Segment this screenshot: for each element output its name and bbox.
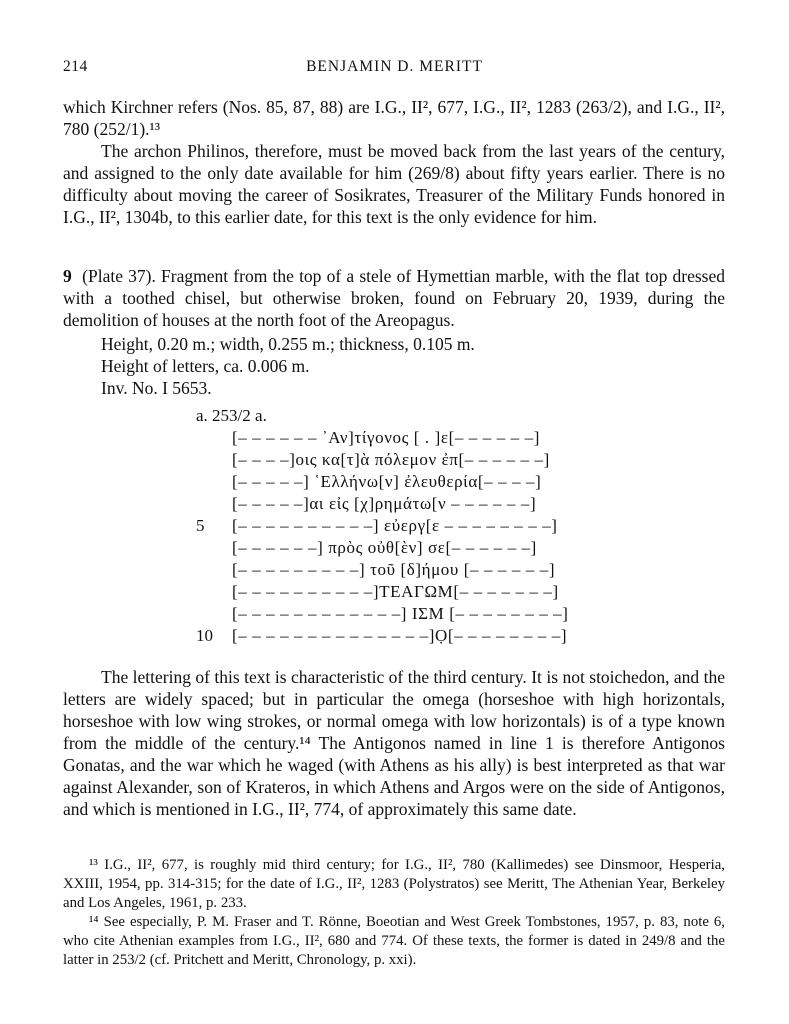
line-number: 5: [196, 516, 205, 535]
running-head: BENJAMIN D. MERITT: [306, 58, 483, 75]
line-text: [– – – – –] ῾Ελλήνω[ν] ἐλευθερία[– – – –]: [232, 472, 542, 491]
paragraph-philinos: [63, 140, 725, 228]
footnote-13: ¹³ I.G., II², 677, is roughly mid third century; for I.G., II², 780 (Kallimedes) see Dinsmoor, Hesperia, XXIII, 1954, pp. 314-315; for the date of I.G., II², 1283 (Polystratos) see Meritt, The Athenian Year, Berkeley and Los Angeles, 1961, p. 233.: [63, 857, 725, 911]
line-number: 10: [196, 626, 213, 645]
line-text: [– – – – – – – – – – – – – –]Ọ[– – – – – – – –]: [232, 626, 568, 645]
entry-9: [63, 265, 725, 331]
line-text: [– – – – – – – – – – – –] ΙΣΜ [– – – – – – – –]: [232, 604, 569, 623]
inscription-date: a. 253/2 a.: [196, 406, 267, 425]
dimension-line: Height of letters, ca. 0.006 m.: [101, 356, 310, 376]
line-text: [– – – – – – – – – –] εὐεργ[ε – – – – – – – –]: [232, 516, 558, 535]
line-text: [– – – – – –] πρὸς οὐθ[ὲν] σε[– – – – – –]: [232, 538, 537, 557]
page-number: 214: [63, 58, 88, 75]
paragraph-text: The lettering of this text is characteristic of the third century. It is not stoichedon, and the letters are widely spaced; but in particular the omega (horseshoe with high horizontals, horseshoe with low wing strokes, or normal omega with low horizontals) is of a type known from the middle of the century.¹⁴ The Antigonos named in line 1 is therefore Antigonos Gonatas, and the war which he waged (with Athens as his ally) is best interpreted as that war against Alexander, son of Krateros, in which Athens and Argos were on the side of Antigonos, and which is mentioned in I.G., II², 774, of approximately this same date.: [63, 667, 725, 819]
line-text: [– – – – – – – – – –]ΤΕΑΓΩΜ[– – – – – – –]: [232, 582, 559, 601]
paragraph-commentary: [63, 666, 725, 820]
dimensions-block: [101, 333, 475, 399]
footnote-14: ¹⁴ See especially, P. M. Fraser and T. Rönne, Boeotian and West Greek Tombstones, 1957, p. 83, note 6, who cite Athenian examples from I.G., II², 680 and 774. Of these texts, the former is dated in 249/8 and the latter in 253/2 (cf. Pritchett and Meritt, Chronology, p. xxi).: [63, 914, 725, 968]
dimension-line: Height, 0.20 m.; width, 0.255 m.; thickness, 0.105 m.: [101, 334, 475, 354]
line-text: [– – – – –]αι εἰς [χ]ρημάτω[ν – – – – – –]: [232, 494, 537, 513]
line-text: [– – – –]οις κα[τ]ὰ πόλεμον ἐπ[– – – – – –]: [232, 450, 550, 469]
entry-number: 9: [63, 266, 72, 286]
footnotes: [63, 856, 725, 970]
paragraph-text: which Kirchner refers (Nos. 85, 87, 88) are I.G., II², 677, I.G., II², 1283 (263/2), and I.G., II², 780 (252/1).¹³: [63, 97, 725, 139]
dimension-line: Inv. No. I 5653.: [101, 378, 212, 398]
page-header: [63, 58, 726, 80]
paragraph-continued: [63, 96, 725, 140]
line-text: [– – – – – – ᾿Αν]τίγονος [ . ]ε[– – – – – –]: [232, 428, 540, 447]
line-text: [– – – – – – – – –] τοῦ [δ]ήμου [– – – – – –]: [232, 560, 556, 579]
paragraph-text: The archon Philinos, therefore, must be moved back from the last years of the century, and assigned to the only date available for him (269/8) about fifty years earlier. There is no difficulty about moving the career of Sosikrates, Treasurer of the Military Funds honored in I.G., II², 1304b, to this earlier date, for this text is the only evidence for him.: [63, 141, 725, 227]
entry-description: (Plate 37). Fragment from the top of a stele of Hymettian marble, with the flat top dressed with a toothed chisel, but otherwise broken, found on February 20, 1939, during the demolition of houses at the north foot of the Areopagus.: [63, 266, 725, 330]
